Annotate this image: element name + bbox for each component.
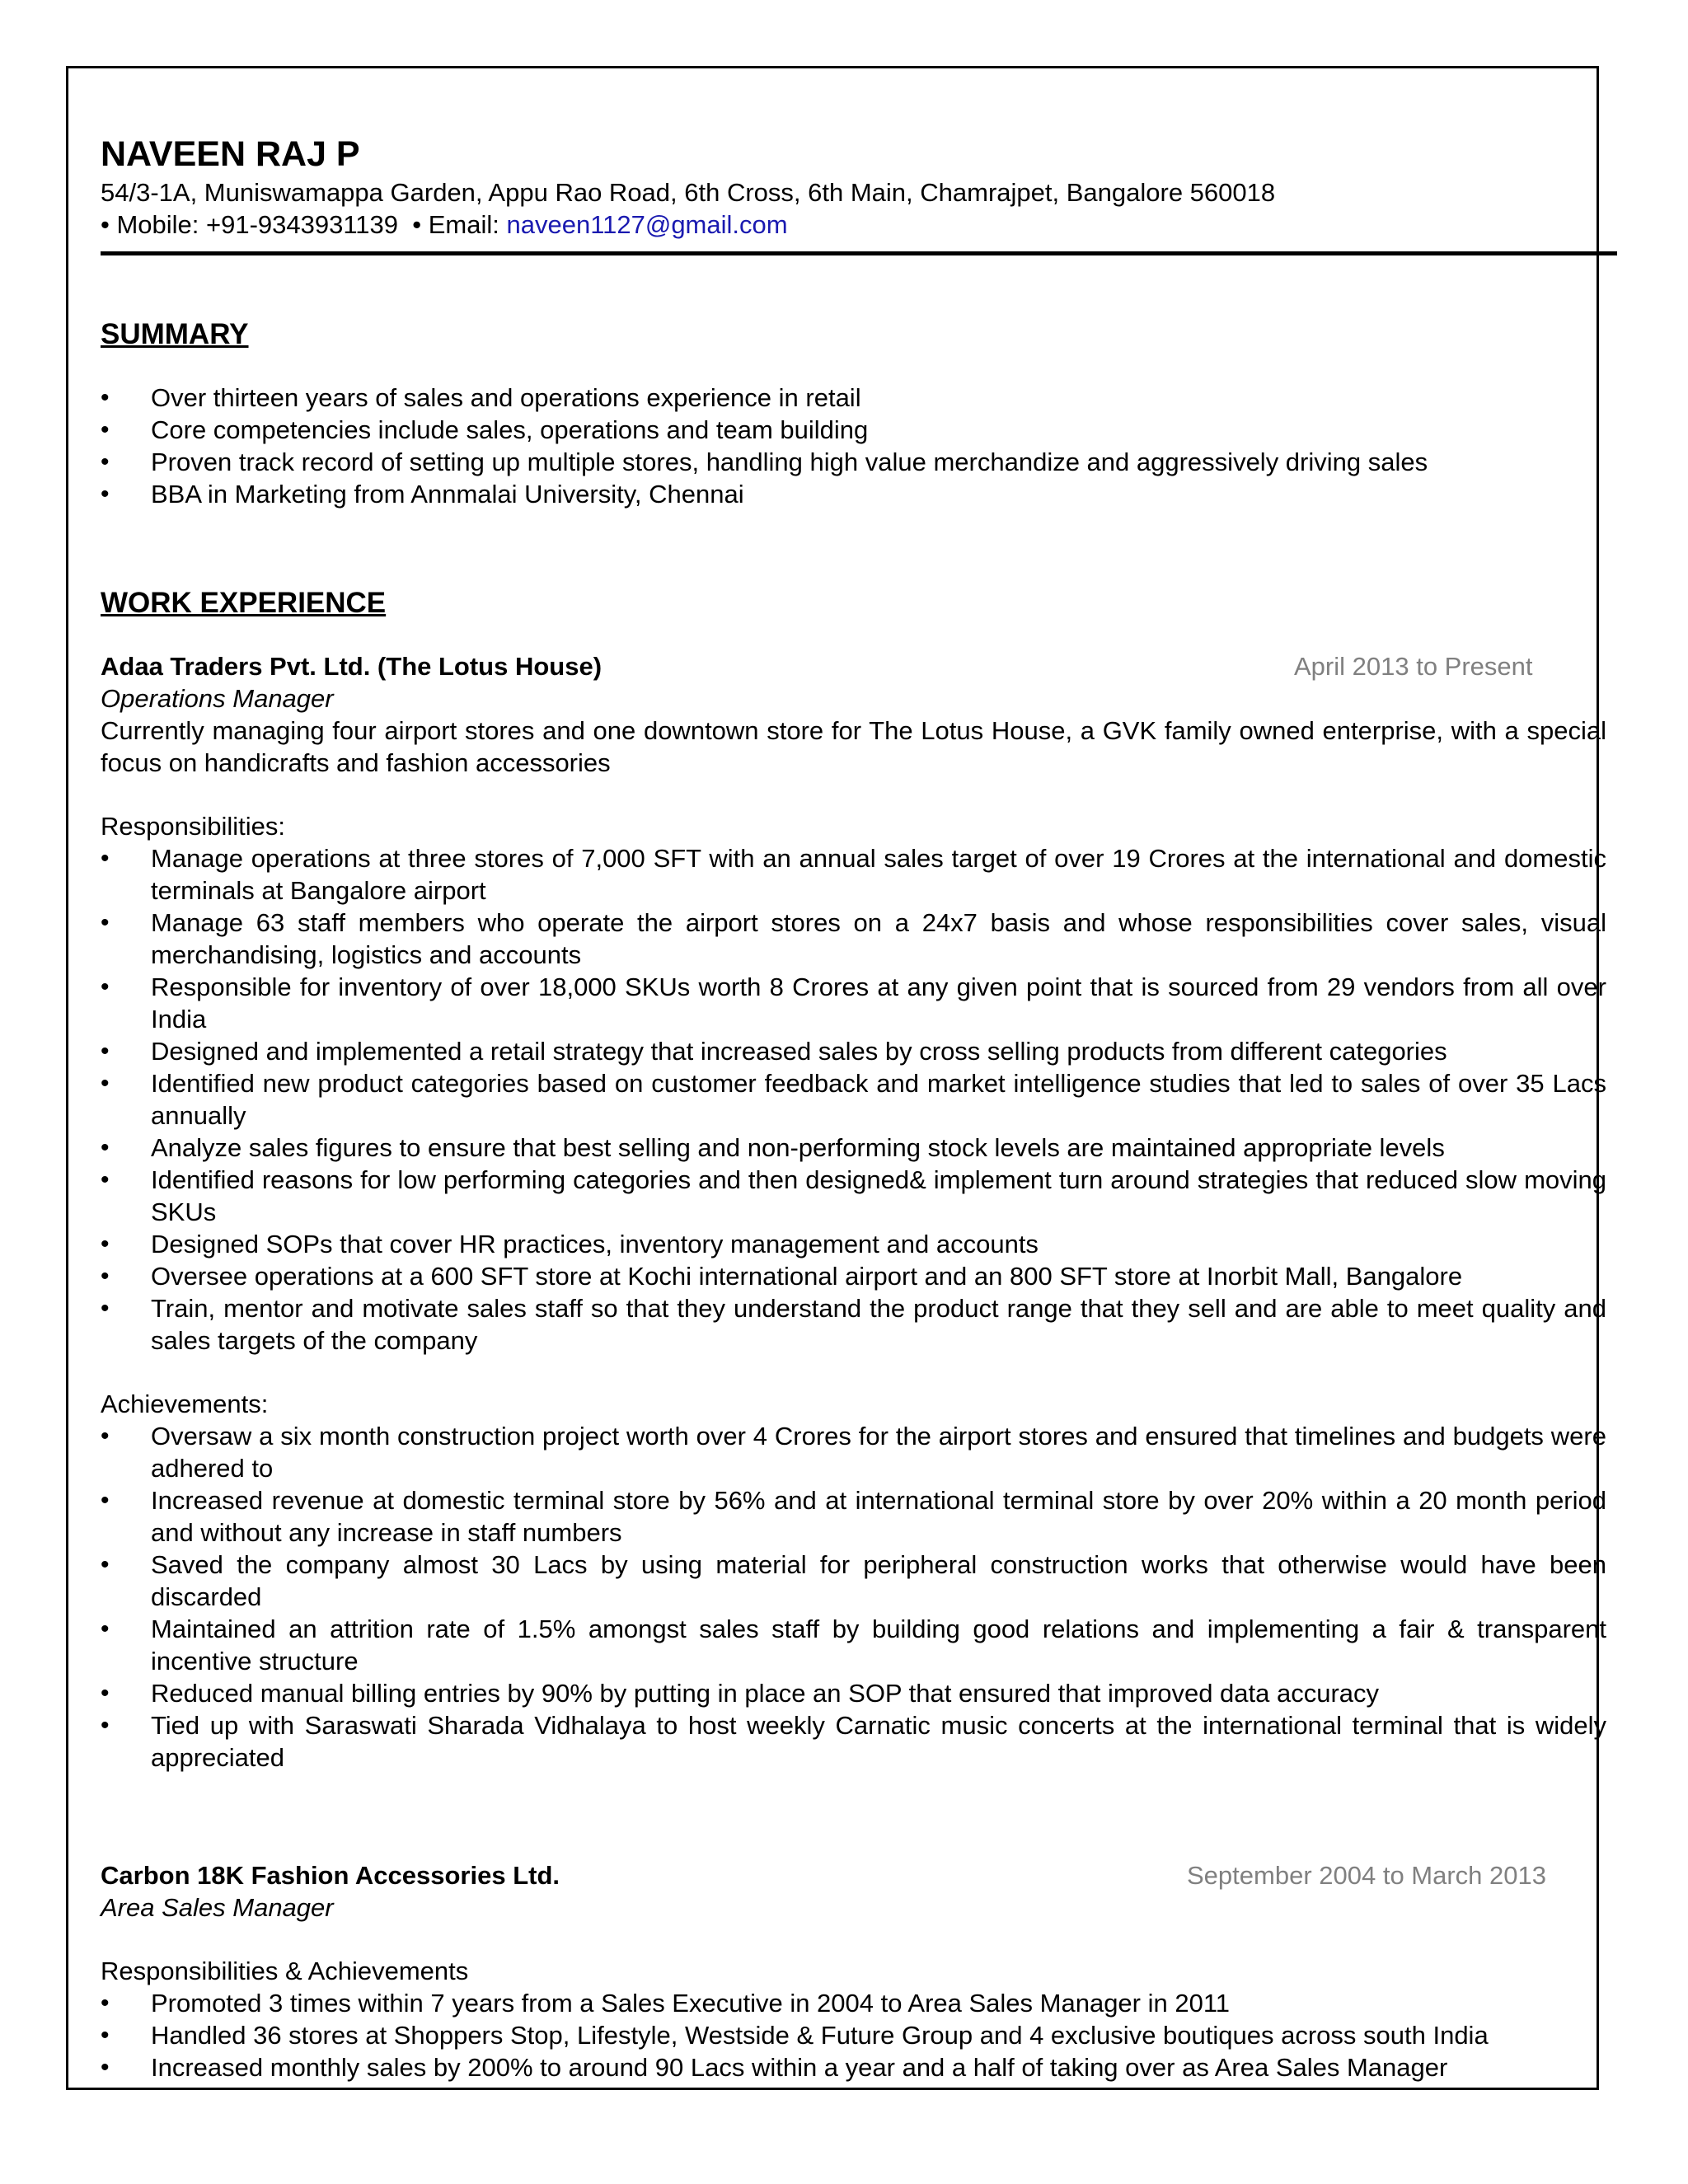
achievements-list bbox=[101, 1420, 1609, 1774]
achievements-label: Achievements: bbox=[101, 1390, 269, 1418]
responsibilities-list bbox=[101, 842, 1609, 1357]
contact-line bbox=[101, 209, 1609, 241]
job-role: Operations Manager bbox=[101, 684, 334, 713]
company-name: Adaa Traders Pvt. Ltd. (The Lotus House) bbox=[101, 652, 603, 681]
list-item: • Increased revenue at domestic terminal store by 56% and at international terminal store by over 20% within a 20 month period and without any increase in staff numbers bbox=[101, 1484, 1606, 1549]
mobile-text: • Mobile: +91-9343931139 bbox=[101, 210, 399, 239]
list-item: • Analyze sales figures to ensure that best selling and non-performing stock levels are maintained appropriate levels bbox=[101, 1132, 1606, 1164]
list-item: • Manage operations at three stores of 7,000 SFT with an annual sales target of over 19 Crores at the international and domestic terminals at Bangalore airport bbox=[101, 842, 1606, 907]
list-item: • Oversaw a six month construction project worth over 4 Crores for the airport stores and ensured that timelines and budgets were adhered to bbox=[101, 1420, 1606, 1484]
work-experience-section bbox=[101, 587, 1609, 1774]
list-item: • Promoted 3 times within 7 years from a Sales Executive in 2004 to Area Sales Manager in 2011 bbox=[101, 1987, 1606, 2019]
candidate-name: NAVEEN RAJ P bbox=[101, 134, 360, 174]
company-name: Carbon 18K Fashion Accessories Ltd. bbox=[101, 1861, 560, 1890]
job-dates: April 2013 to Present bbox=[1294, 652, 1533, 681]
job-description: Currently managing four airport stores and one downtown store for The Lotus House, a GVK family owned enterprise, with a special focus on handicrafts and fashion accessories bbox=[101, 716, 1606, 777]
responsibilities-label: Responsibilities: bbox=[101, 812, 285, 841]
header-divider bbox=[101, 251, 1617, 255]
list-item: • Responsible for inventory of over 18,000 SKUs worth 8 Crores at any given point that is sourced from 29 vendors from all over India bbox=[101, 971, 1606, 1035]
job-carbon-18k bbox=[101, 1859, 1609, 2083]
summary-section bbox=[101, 318, 1609, 510]
list-item: • Core competencies include sales, operations and team building bbox=[101, 414, 1606, 446]
list-item: • Manage 63 staff members who operate the airport stores on a 24x7 basis and whose responsibilities cover sales, visual merchandising, logistics and accounts bbox=[101, 907, 1606, 971]
list-item: • Reduced manual billing entries by 90% by putting in place an SOP that ensured that improved data accuracy bbox=[101, 1677, 1606, 1709]
list-item: • Train, mentor and motivate sales staff so that they understand the product range that they sell and are able to meet quality and sales targets of the company bbox=[101, 1292, 1606, 1357]
job-header bbox=[101, 650, 1609, 682]
responsibilities-achievements-label: Responsibilities & Achievements bbox=[101, 1957, 469, 1985]
list-item: • BBA in Marketing from Annmalai University, Chennai bbox=[101, 478, 1606, 510]
email-link[interactable]: naveen1127@gmail.com bbox=[506, 210, 788, 239]
list-item: • Saved the company almost 30 Lacs by using material for peripheral construction works that otherwise would have been discarded bbox=[101, 1549, 1606, 1613]
list-item: • Identified new product categories based on customer feedback and market intelligence studies that led to sales of over 35 Lacs annually bbox=[101, 1067, 1606, 1132]
list-item: • Handled 36 stores at Shoppers Stop, Lifestyle, Westside & Future Group and 4 exclusive boutiques across south India bbox=[101, 2019, 1606, 2051]
list-item: • Increased monthly sales by 200% to around 90 Lacs within a year and a half of taking over as Area Sales Manager bbox=[101, 2051, 1606, 2083]
job-header bbox=[101, 1859, 1609, 1891]
list-item: • Over thirteen years of sales and operations experience in retail bbox=[101, 382, 1606, 414]
list-item: • Designed and implemented a retail strategy that increased sales by cross selling products from different categories bbox=[101, 1035, 1606, 1067]
list-item: • Oversee operations at a 600 SFT store at Kochi international airport and an 800 SFT store at Inorbit Mall, Bangalore bbox=[101, 1260, 1606, 1292]
list-item: • Tied up with Saraswati Sharada Vidhalaya to host weekly Carnatic music concerts at the international terminal that is widely appreciated bbox=[101, 1709, 1606, 1774]
list-item: • Maintained an attrition rate of 1.5% amongst sales staff by building good relations and implementing a fair & transparent incentive structure bbox=[101, 1613, 1606, 1677]
list-item: • Designed SOPs that cover HR practices, inventory management and accounts bbox=[101, 1228, 1606, 1260]
summary-heading: SUMMARY bbox=[101, 318, 249, 350]
list-item: • Proven track record of setting up multiple stores, handling high value merchandize and aggressively driving sales bbox=[101, 446, 1606, 478]
address-line: 54/3-1A, Muniswamappa Garden, Appu Rao Road, 6th Cross, 6th Main, Chamrajpet, Bangalore 560018 bbox=[101, 178, 1276, 207]
responsibilities-achievements-list bbox=[101, 1987, 1609, 2083]
work-experience-heading: WORK EXPERIENCE bbox=[101, 587, 387, 619]
job-role: Area Sales Manager bbox=[101, 1893, 334, 1922]
resume-header bbox=[101, 132, 1609, 241]
job-dates: September 2004 to March 2013 bbox=[1187, 1861, 1546, 1890]
summary-list bbox=[101, 382, 1609, 510]
email-label: • Email: bbox=[412, 210, 507, 239]
list-item: • Identified reasons for low performing categories and then designed& implement turn around strategies that reduced slow moving SKUs bbox=[101, 1164, 1606, 1228]
